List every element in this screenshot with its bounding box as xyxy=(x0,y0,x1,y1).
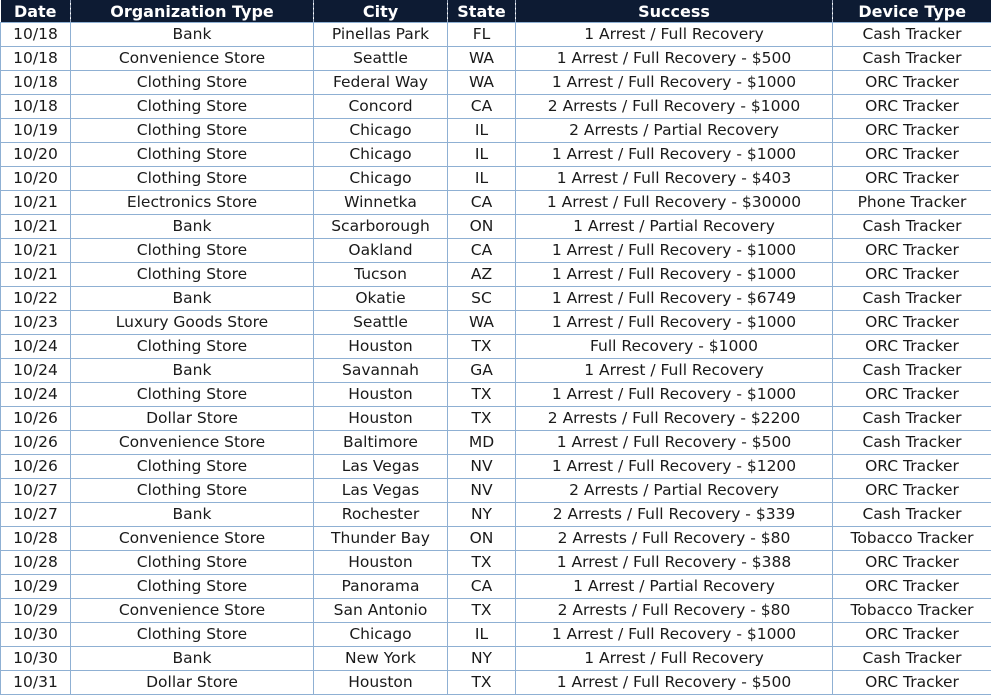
city-cell: Chicago xyxy=(314,143,448,167)
table-row xyxy=(1,671,991,695)
device-type-cell: ORC Tracker xyxy=(833,383,991,407)
success-cell: 1 Arrest / Full Recovery - $1200 xyxy=(516,455,833,479)
city-cell: Federal Way xyxy=(314,71,448,95)
date-cell: 10/27 xyxy=(1,479,71,503)
organization-type-cell: Clothing Store xyxy=(71,119,314,143)
success-cell: 1 Arrest / Partial Recovery xyxy=(516,575,833,599)
table-row xyxy=(1,263,991,287)
state-cell: NY xyxy=(448,503,516,527)
date-cell: 10/24 xyxy=(1,335,71,359)
organization-type-cell: Convenience Store xyxy=(71,431,314,455)
state-cell: IL xyxy=(448,119,516,143)
city-cell: Rochester xyxy=(314,503,448,527)
city-cell: Panorama xyxy=(314,575,448,599)
city-cell: Savannah xyxy=(314,359,448,383)
state-cell: GA xyxy=(448,359,516,383)
state-cell: CA xyxy=(448,575,516,599)
state-cell: WA xyxy=(448,311,516,335)
organization-type-cell: Clothing Store xyxy=(71,239,314,263)
date-cell: 10/29 xyxy=(1,575,71,599)
city-cell: New York xyxy=(314,647,448,671)
organization-type-cell: Bank xyxy=(71,503,314,527)
table-header xyxy=(1,0,991,23)
success-cell: 1 Arrest / Full Recovery - $500 xyxy=(516,671,833,695)
table-row xyxy=(1,527,991,551)
state-cell: IL xyxy=(448,623,516,647)
table-row xyxy=(1,383,991,407)
table-row xyxy=(1,23,991,47)
device-type-cell: Tobacco Tracker xyxy=(833,527,991,551)
device-type-cell: ORC Tracker xyxy=(833,335,991,359)
date-cell: 10/18 xyxy=(1,47,71,71)
city-cell: Seattle xyxy=(314,311,448,335)
device-type-cell: ORC Tracker xyxy=(833,71,991,95)
city-cell: Houston xyxy=(314,551,448,575)
date-cell: 10/26 xyxy=(1,455,71,479)
device-type-cell: Cash Tracker xyxy=(833,47,991,71)
table-row xyxy=(1,359,991,383)
header-device-type: Device Type xyxy=(833,0,991,23)
success-cell: 1 Arrest / Full Recovery - $1000 xyxy=(516,143,833,167)
state-cell: WA xyxy=(448,47,516,71)
success-cell: Full Recovery - $1000 xyxy=(516,335,833,359)
date-cell: 10/24 xyxy=(1,359,71,383)
city-cell: Thunder Bay xyxy=(314,527,448,551)
city-cell: Pinellas Park xyxy=(314,23,448,47)
date-cell: 10/21 xyxy=(1,263,71,287)
device-type-cell: ORC Tracker xyxy=(833,263,991,287)
device-type-cell: ORC Tracker xyxy=(833,551,991,575)
device-type-cell: ORC Tracker xyxy=(833,623,991,647)
device-type-cell: ORC Tracker xyxy=(833,143,991,167)
header-state: State xyxy=(448,0,516,23)
state-cell: TX xyxy=(448,407,516,431)
device-type-cell: Phone Tracker xyxy=(833,191,991,215)
device-type-cell: Cash Tracker xyxy=(833,359,991,383)
table-row xyxy=(1,143,991,167)
header-row xyxy=(1,0,991,23)
date-cell: 10/30 xyxy=(1,623,71,647)
header-organization-type: Organization Type xyxy=(71,0,314,23)
state-cell: NV xyxy=(448,479,516,503)
city-cell: Baltimore xyxy=(314,431,448,455)
table-row xyxy=(1,215,991,239)
device-type-cell: ORC Tracker xyxy=(833,455,991,479)
city-cell: Chicago xyxy=(314,167,448,191)
organization-type-cell: Bank xyxy=(71,287,314,311)
organization-type-cell: Bank xyxy=(71,647,314,671)
organization-type-cell: Clothing Store xyxy=(71,455,314,479)
date-cell: 10/30 xyxy=(1,647,71,671)
organization-type-cell: Clothing Store xyxy=(71,335,314,359)
success-cell: 2 Arrests / Partial Recovery xyxy=(516,119,833,143)
state-cell: ON xyxy=(448,527,516,551)
success-cell: 1 Arrest / Full Recovery - $388 xyxy=(516,551,833,575)
table-row xyxy=(1,503,991,527)
success-cell: 1 Arrest / Full Recovery - $500 xyxy=(516,47,833,71)
organization-type-cell: Clothing Store xyxy=(71,551,314,575)
date-cell: 10/26 xyxy=(1,407,71,431)
city-cell: Houston xyxy=(314,671,448,695)
success-cell: 1 Arrest / Full Recovery - $500 xyxy=(516,431,833,455)
state-cell: TX xyxy=(448,671,516,695)
table-row xyxy=(1,191,991,215)
date-cell: 10/28 xyxy=(1,527,71,551)
organization-type-cell: Clothing Store xyxy=(71,263,314,287)
organization-type-cell: Dollar Store xyxy=(71,407,314,431)
success-cell: 1 Arrest / Full Recovery xyxy=(516,359,833,383)
date-cell: 10/20 xyxy=(1,167,71,191)
organization-type-cell: Clothing Store xyxy=(71,479,314,503)
device-type-cell: ORC Tracker xyxy=(833,479,991,503)
date-cell: 10/21 xyxy=(1,191,71,215)
date-cell: 10/18 xyxy=(1,23,71,47)
device-type-cell: ORC Tracker xyxy=(833,239,991,263)
device-type-cell: ORC Tracker xyxy=(833,311,991,335)
device-type-cell: Cash Tracker xyxy=(833,287,991,311)
organization-type-cell: Clothing Store xyxy=(71,623,314,647)
city-cell: Chicago xyxy=(314,119,448,143)
device-type-cell: Cash Tracker xyxy=(833,215,991,239)
device-type-cell: Cash Tracker xyxy=(833,431,991,455)
state-cell: TX xyxy=(448,383,516,407)
table-row xyxy=(1,599,991,623)
table-row xyxy=(1,311,991,335)
state-cell: TX xyxy=(448,335,516,359)
table-row xyxy=(1,455,991,479)
state-cell: FL xyxy=(448,23,516,47)
table-row xyxy=(1,407,991,431)
city-cell: Concord xyxy=(314,95,448,119)
table-row xyxy=(1,167,991,191)
table-row xyxy=(1,119,991,143)
date-cell: 10/19 xyxy=(1,119,71,143)
state-cell: NV xyxy=(448,455,516,479)
organization-type-cell: Clothing Store xyxy=(71,167,314,191)
date-cell: 10/27 xyxy=(1,503,71,527)
organization-type-cell: Convenience Store xyxy=(71,47,314,71)
table-row xyxy=(1,623,991,647)
state-cell: TX xyxy=(448,599,516,623)
city-cell: Tucson xyxy=(314,263,448,287)
organization-type-cell: Clothing Store xyxy=(71,383,314,407)
organization-type-cell: Electronics Store xyxy=(71,191,314,215)
city-cell: Scarborough xyxy=(314,215,448,239)
success-cell: 2 Arrests / Full Recovery - $80 xyxy=(516,527,833,551)
organization-type-cell: Clothing Store xyxy=(71,71,314,95)
header-success: Success xyxy=(516,0,833,23)
success-cell: 1 Arrest / Partial Recovery xyxy=(516,215,833,239)
date-cell: 10/22 xyxy=(1,287,71,311)
date-cell: 10/18 xyxy=(1,95,71,119)
table-row xyxy=(1,479,991,503)
table-row xyxy=(1,431,991,455)
organization-type-cell: Dollar Store xyxy=(71,671,314,695)
date-cell: 10/24 xyxy=(1,383,71,407)
state-cell: MD xyxy=(448,431,516,455)
success-cell: 2 Arrests / Full Recovery - $2200 xyxy=(516,407,833,431)
organization-type-cell: Convenience Store xyxy=(71,599,314,623)
city-cell: Houston xyxy=(314,407,448,431)
city-cell: Seattle xyxy=(314,47,448,71)
device-type-cell: Cash Tracker xyxy=(833,407,991,431)
date-cell: 10/26 xyxy=(1,431,71,455)
state-cell: TX xyxy=(448,551,516,575)
table-row xyxy=(1,551,991,575)
table-row xyxy=(1,647,991,671)
device-type-cell: Tobacco Tracker xyxy=(833,599,991,623)
success-cell: 1 Arrest / Full Recovery - $1000 xyxy=(516,623,833,647)
header-city: City xyxy=(314,0,448,23)
organization-type-cell: Bank xyxy=(71,215,314,239)
success-cell: 1 Arrest / Full Recovery - $1000 xyxy=(516,239,833,263)
success-cell: 1 Arrest / Full Recovery - $6749 xyxy=(516,287,833,311)
state-cell: ON xyxy=(448,215,516,239)
table-row xyxy=(1,47,991,71)
table-body xyxy=(1,23,991,695)
state-cell: CA xyxy=(448,239,516,263)
city-cell: Las Vegas xyxy=(314,455,448,479)
success-cell: 2 Arrests / Full Recovery - $339 xyxy=(516,503,833,527)
city-cell: San Antonio xyxy=(314,599,448,623)
organization-type-cell: Luxury Goods Store xyxy=(71,311,314,335)
state-cell: IL xyxy=(448,167,516,191)
success-cell: 2 Arrests / Full Recovery - $1000 xyxy=(516,95,833,119)
table-row xyxy=(1,335,991,359)
city-cell: Chicago xyxy=(314,623,448,647)
device-type-cell: ORC Tracker xyxy=(833,95,991,119)
success-cell: 1 Arrest / Full Recovery - $1000 xyxy=(516,263,833,287)
success-cell: 1 Arrest / Full Recovery xyxy=(516,647,833,671)
organization-type-cell: Bank xyxy=(71,23,314,47)
device-type-cell: Cash Tracker xyxy=(833,503,991,527)
state-cell: AZ xyxy=(448,263,516,287)
device-type-cell: ORC Tracker xyxy=(833,575,991,599)
date-cell: 10/23 xyxy=(1,311,71,335)
success-cell: 1 Arrest / Full Recovery - $1000 xyxy=(516,71,833,95)
success-cell: 1 Arrest / Full Recovery xyxy=(516,23,833,47)
organization-type-cell: Convenience Store xyxy=(71,527,314,551)
date-cell: 10/20 xyxy=(1,143,71,167)
city-cell: Okatie xyxy=(314,287,448,311)
device-type-cell: ORC Tracker xyxy=(833,167,991,191)
table-row xyxy=(1,71,991,95)
table-row xyxy=(1,239,991,263)
success-cell: 1 Arrest / Full Recovery - $1000 xyxy=(516,311,833,335)
date-cell: 10/21 xyxy=(1,215,71,239)
device-type-cell: ORC Tracker xyxy=(833,119,991,143)
state-cell: NY xyxy=(448,647,516,671)
date-cell: 10/29 xyxy=(1,599,71,623)
success-cell: 2 Arrests / Full Recovery - $80 xyxy=(516,599,833,623)
success-cell: 2 Arrests / Partial Recovery xyxy=(516,479,833,503)
table-row xyxy=(1,95,991,119)
city-cell: Winnetka xyxy=(314,191,448,215)
state-cell: WA xyxy=(448,71,516,95)
organization-type-cell: Bank xyxy=(71,359,314,383)
success-cell: 1 Arrest / Full Recovery - $30000 xyxy=(516,191,833,215)
state-cell: CA xyxy=(448,191,516,215)
success-cell: 1 Arrest / Full Recovery - $1000 xyxy=(516,383,833,407)
city-cell: Houston xyxy=(314,383,448,407)
organization-type-cell: Clothing Store xyxy=(71,143,314,167)
table-row xyxy=(1,287,991,311)
date-cell: 10/28 xyxy=(1,551,71,575)
device-type-cell: Cash Tracker xyxy=(833,647,991,671)
organization-type-cell: Clothing Store xyxy=(71,95,314,119)
state-cell: SC xyxy=(448,287,516,311)
city-cell: Houston xyxy=(314,335,448,359)
state-cell: IL xyxy=(448,143,516,167)
state-cell: CA xyxy=(448,95,516,119)
success-cell: 1 Arrest / Full Recovery - $403 xyxy=(516,167,833,191)
header-date: Date xyxy=(1,0,71,23)
organization-type-cell: Clothing Store xyxy=(71,575,314,599)
city-cell: Las Vegas xyxy=(314,479,448,503)
device-type-cell: ORC Tracker xyxy=(833,671,991,695)
city-cell: Oakland xyxy=(314,239,448,263)
date-cell: 10/21 xyxy=(1,239,71,263)
date-cell: 10/18 xyxy=(1,71,71,95)
table-row xyxy=(1,575,991,599)
device-type-cell: Cash Tracker xyxy=(833,23,991,47)
date-cell: 10/31 xyxy=(1,671,71,695)
